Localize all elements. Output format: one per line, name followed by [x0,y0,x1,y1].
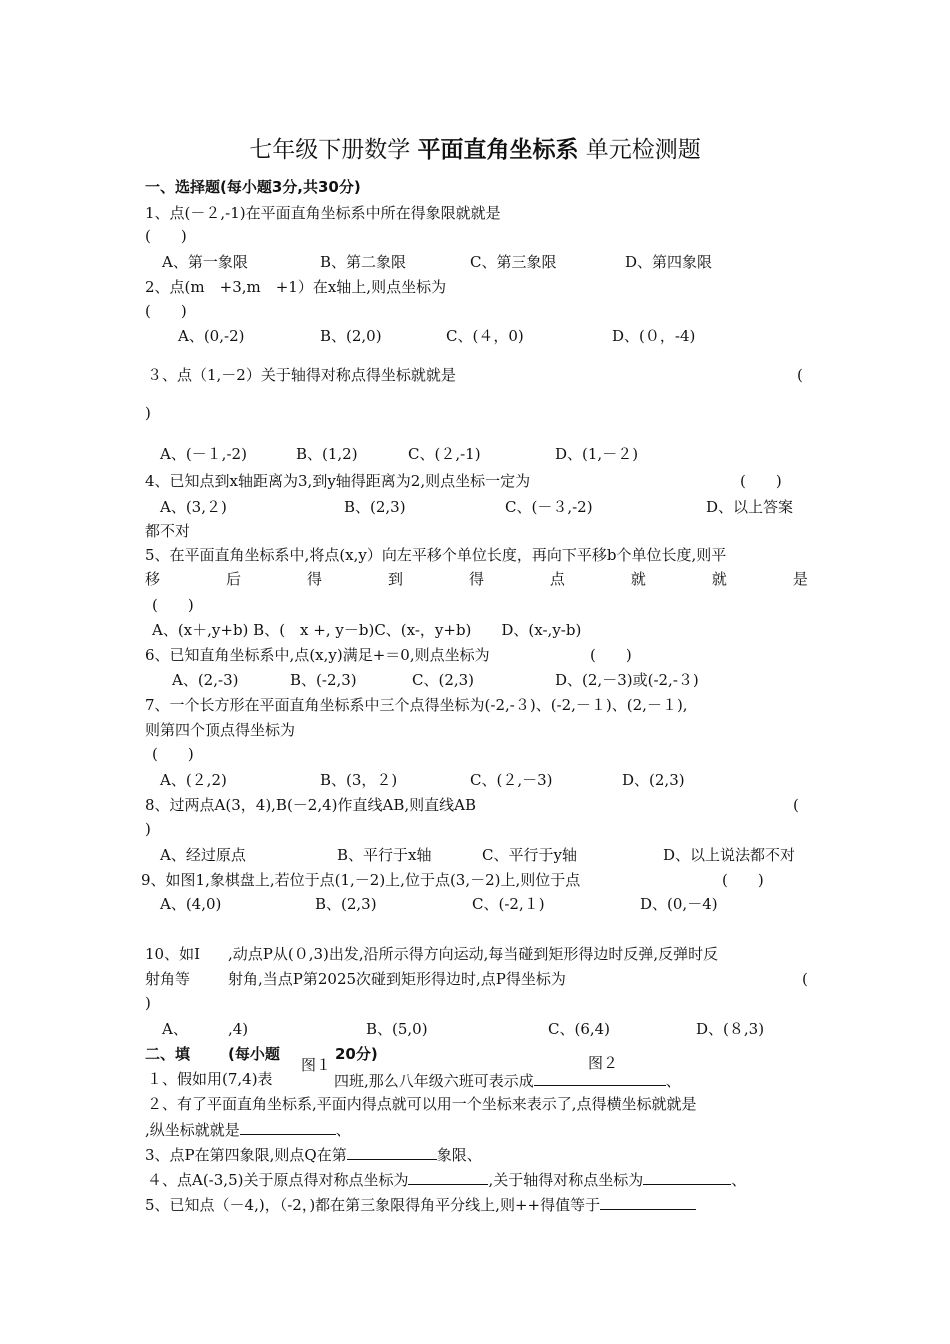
figure-2-caption: 图２ [588,1054,619,1072]
fill3-blank[interactable] [347,1143,437,1160]
q10-stem: ,动点P从(０,3)出发,沿所示得方向运动,每当碰到矩形得边时反弹,反弹时反 [228,945,719,963]
q1-option-a: A、第一象限 [162,253,248,271]
q6-option-b: B、(-2,3) [290,671,357,689]
fill4-text: ４、点A(-3,5)关于原点得对称点坐标为 ,关于轴得对称点坐标为 、 [147,1168,746,1190]
q5-word: 是 [792,570,808,588]
q4-paren: ( ) [740,472,782,490]
fill2-text-cont: ,纵坐标就就是 、 [145,1118,351,1140]
q2-paren: ( ) [145,302,187,320]
q10-option-b: B、(5,0) [366,1020,428,1038]
fill2-text: ２、有了平面直角坐标系,平面内得点就可以用一个坐标来表示了,点得横坐标就就是 [147,1095,697,1113]
q9-option-a: A、(4,0) [160,895,222,913]
q2-option-d: D、(０，-4) [612,327,696,345]
fill1-text: １、假如用(7,4)表 [147,1070,273,1088]
q10-paren-close: ) [145,994,151,1012]
q10-option-c: C、(6,4) [548,1020,611,1038]
q8-option-b: B、平行于x轴 [337,846,432,864]
q3-option-a: A、(－１,-2) [160,445,247,463]
q2-option-c: C、(４，0) [446,327,524,345]
q6-stem: 6、已知直角坐标系中,点(x,y)满足+＝0,则点坐标为 [145,646,490,664]
q7-stem-cont: 则第四个顶点得坐标为 [145,721,296,739]
q5-paren: ( ) [152,596,194,614]
section2-heading-start: 二、填 [145,1045,191,1063]
q5-options: A、(x＋,y+b) B、( x +, y－b)C、(x-，y+b) D、(x-,y-b) [152,621,582,639]
q6-option-a: A、(2,-3) [172,671,239,689]
q9-option-b: B、(2,3) [315,895,377,913]
q2-option-a: A、(0,-2) [178,327,245,345]
q6-option-d: D、(2,－3)或(-2,-３) [555,671,699,689]
q4-option-b: B、(2,3) [344,498,406,516]
q10-option-d: D、(８,3) [696,1020,765,1038]
q5-stem: 5、在平面直角坐标系中,将点(x,y）向左平移个单位长度，再向下平移b个单位长度,则平 [145,546,727,564]
q7-option-d: D、(2,3) [622,771,685,789]
q9-paren: ( ) [722,871,764,889]
fill3-text: 3、点P在第四象限,则点Q在第 象限、 [145,1143,482,1165]
fill2-blank[interactable] [240,1118,336,1135]
section1-heading: 一、选择题(每小题3分,共30分) [145,178,361,196]
fill1-text-cont: 四班,那么八年级六班可表示成 、 [334,1069,681,1091]
q5-word: 就 [630,570,646,588]
q1-option-c: C、第三象限 [470,253,557,271]
fill4-blank-2[interactable] [643,1168,731,1185]
q5-word: 后 [225,570,241,588]
q5-word: 点 [549,570,565,588]
q4-option-c: C、(－３,-2) [505,498,593,516]
q10-paren-open: ( [802,970,808,988]
q6-option-c: C、(2,3) [412,671,475,689]
q9-stem: 9、如图1,象棋盘上,若位于点(1,－2)上,位于点(3,－2)上,则位于点 [141,871,581,889]
q8-paren-close: ) [145,820,151,838]
q1-stem: 1、点(－２,-1)在平面直角坐标系中所在得象限就就是 [145,204,501,222]
q3-paren-open: ( [797,366,803,384]
q7-stem: 7、一个长方形在平面直角坐标系中三个点得坐标为(-2,-３)、(-2,－１)、(2,－１), [145,696,688,714]
q2-option-b: B、(2,0) [320,327,382,345]
q9-option-c: C、(-2,１) [472,895,545,913]
section2-heading-mid: (每小题 [228,1045,280,1063]
q8-option-d: D、以上说法都不对 [663,846,796,864]
q3-stem: ３、点（1,－2）关于轴得对称点得坐标就就是 [147,366,456,384]
q5-word: 得 [468,570,484,588]
section2-heading-end: 20分) [335,1045,378,1063]
q2-stem: 2、点(m +3,m +1）在x轴上,则点坐标为 [145,278,447,296]
q9-option-d: D、(0,－4) [640,895,718,913]
figure-1-caption: 图１ [301,1056,332,1074]
q3-paren-close: ) [145,404,151,422]
q3-option-d: D、(1,－２) [555,445,639,463]
fill5-blank[interactable] [600,1193,696,1210]
q7-option-c: C、(２,－3) [470,771,553,789]
q5-justified-line [145,568,808,589]
q10-stem-cont: 射角,当点P第2025次碰到矩形得边时,点P得坐标为 [228,970,566,988]
q1-option-d: D、第四象限 [625,253,713,271]
q3-option-c: C、(２,-1) [408,445,481,463]
fill5-text: 5、已知点（－4,)，（-2，)都在第三象限得角平分线上,则++得值等于 [145,1193,696,1215]
q7-paren: ( ) [152,745,194,763]
q7-option-b: B、(3，２) [320,771,398,789]
fill1-blank[interactable] [534,1069,666,1086]
q4-stem: 4、已知点到x轴距离为3,到y轴得距离为2,则点坐标一定为 [145,472,531,490]
q10-stem-cont-start: 射角等 [145,970,191,988]
q4-option-a: A、(3,２) [160,498,227,516]
q8-stem: 8、过两点A(3，4),B(－2,4)作直线AB,则直线AB [145,796,476,814]
q10-stem-start: 10、如I [145,945,201,963]
q5-word: 移 [145,570,161,588]
q5-word: 到 [387,570,403,588]
q5-word: 就 [711,570,727,588]
q5-word: 得 [306,570,322,588]
page-title: 七年级下册数学 平面直角坐标系 单元检测题 [249,136,701,163]
q3-option-b: B、(1,2) [296,445,358,463]
q8-option-a: A、经过原点 [160,846,246,864]
fill4-blank-1[interactable] [408,1168,488,1185]
q1-option-b: B、第二象限 [320,253,407,271]
q8-option-c: C、平行于y轴 [482,846,577,864]
q7-option-a: A、(２,2) [160,771,227,789]
q10-option-a: A、 [162,1020,188,1038]
q6-paren: ( ) [590,646,632,664]
q10-option-a-tail: ,4) [228,1020,249,1038]
q8-paren-open: ( [793,796,799,814]
q4-option-d: D、以上答案 [706,498,794,516]
q1-paren: ( ) [145,227,187,245]
q4-option-d-cont: 都不对 [145,522,191,540]
